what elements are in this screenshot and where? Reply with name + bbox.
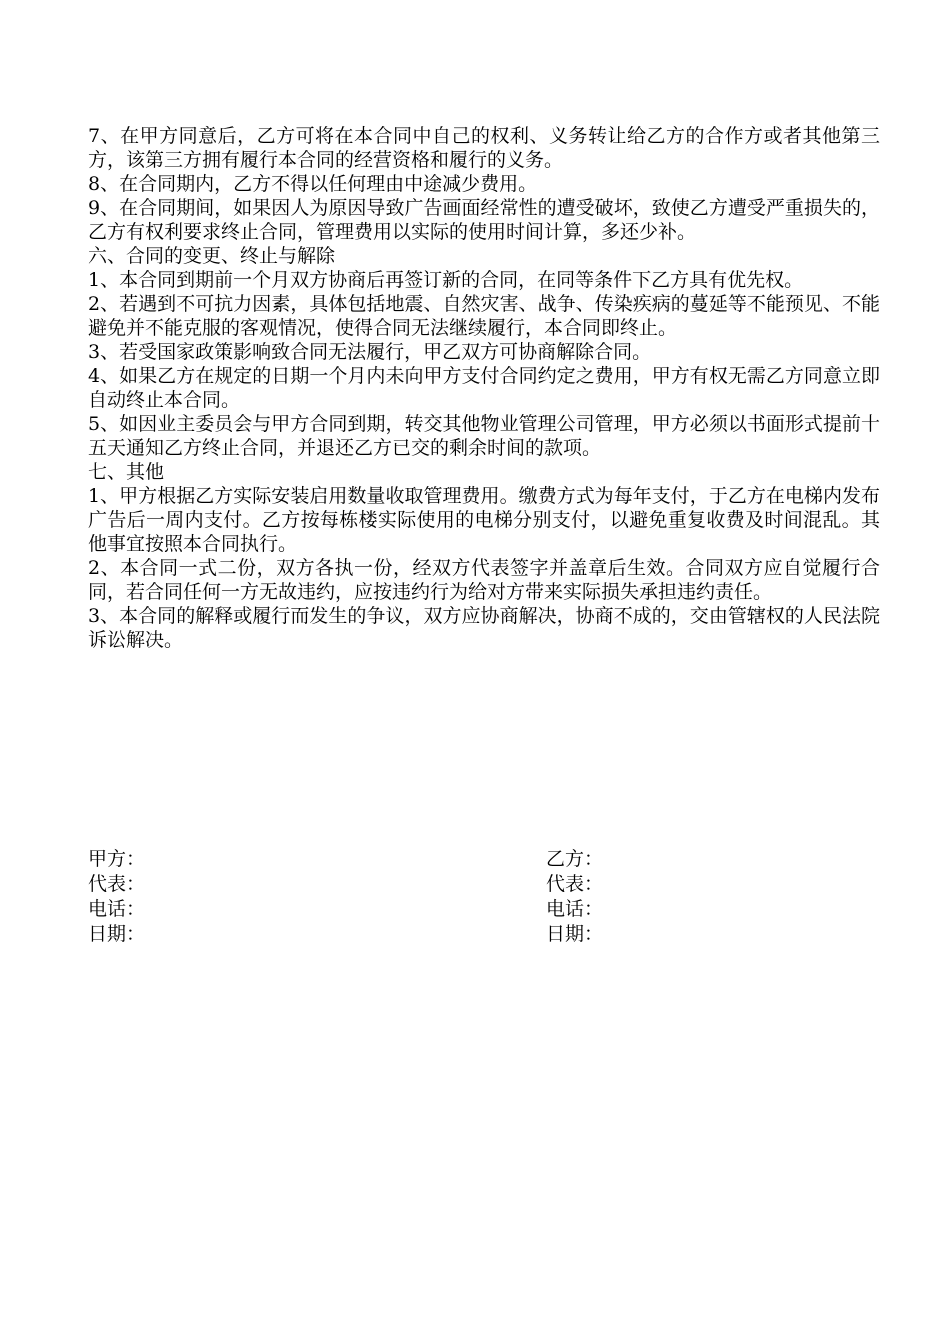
party-a-label: 甲方： (88, 848, 146, 870)
party-b-phone-label: 电话： (546, 898, 604, 920)
clause-management-change: 5、如因业主委员会与甲方合同到期，转交其他物业管理公司管理，甲方必须以书面形式提前十五天通知乙方终止合同，并退还乙方已交的剩余时间的款项。 (88, 413, 880, 459)
clause-9-damage-termination: 9、在合同期间，如果因人为原因导致广告画面经常性的遭受破坏，致使乙方遭受严重损失的，乙方有权利要求终止合同，管理费用以实际的使用时间计算，多还少补。 (88, 197, 880, 243)
section-heading-change-termination: 六、合同的变更、终止与解除 (88, 245, 336, 267)
clause-fee-payment: 1、甲方根据乙方实际安装启用数量收取管理费用。缴费方式为每年支付，于乙方在电梯内发布广告后一周内支付。乙方按每栋楼实际使用的电梯分别支付，以避免重复收费及时间混乱。其他事宜按照本合同执行。 (88, 485, 880, 555)
clause-7-transfer-rights: 7、在甲方同意后，乙方可将在本合同中自己的权利、义务转让给乙方的合作方或者其他第三方，该第三方拥有履行本合同的经营资格和履行的义务。 (88, 125, 880, 171)
clause-payment-default: 4、如果乙方在规定的日期一个月内未向甲方支付合同约定之费用，甲方有权无需乙方同意立即自动终止本合同。 (88, 365, 880, 411)
party-b-signature (546, 847, 880, 947)
clause-dispute-resolution: 3、本合同的解释或履行而发生的争议，双方应协商解决，协商不成的，交由管辖权的人民法院诉讼解决。 (88, 605, 880, 651)
clause-copies-validity: 2、本合同一式二份，双方各执一份，经双方代表签字并盖章后生效。合同双方应自觉履行合同，若合同任何一方无故违约，应按违约行为给对方带来实际损失承担违约责任。 (88, 557, 880, 603)
party-a-representative-label: 代表： (88, 873, 146, 895)
section-heading-other: 七、其他 (88, 461, 165, 483)
party-a-date-label: 日期： (88, 923, 146, 945)
party-b-label: 乙方： (546, 848, 604, 870)
clause-8-no-fee-reduction: 8、在合同期内，乙方不得以任何理由中途减少费用。 (88, 173, 538, 195)
party-a-signature (88, 847, 546, 947)
party-b-date-label: 日期： (546, 923, 604, 945)
party-a-phone-label: 电话： (88, 898, 146, 920)
clause-policy-impact: 3、若受国家政策影响致合同无法履行，甲乙双方可协商解除合同。 (88, 341, 652, 363)
signature-block (88, 847, 880, 947)
clause-force-majeure: 2、若遇到不可抗力因素，具体包括地震、自然灾害、战争、传染疾病的蔓延等不能预见、不能避免并不能克服的客观情况，使得合同无法继续履行，本合同即终止。 (88, 293, 880, 339)
party-b-representative-label: 代表： (546, 873, 604, 895)
contract-body (88, 124, 880, 652)
clause-renewal-priority: 1、本合同到期前一个月双方协商后再签订新的合同，在同等条件下乙方具有优先权。 (88, 269, 804, 291)
